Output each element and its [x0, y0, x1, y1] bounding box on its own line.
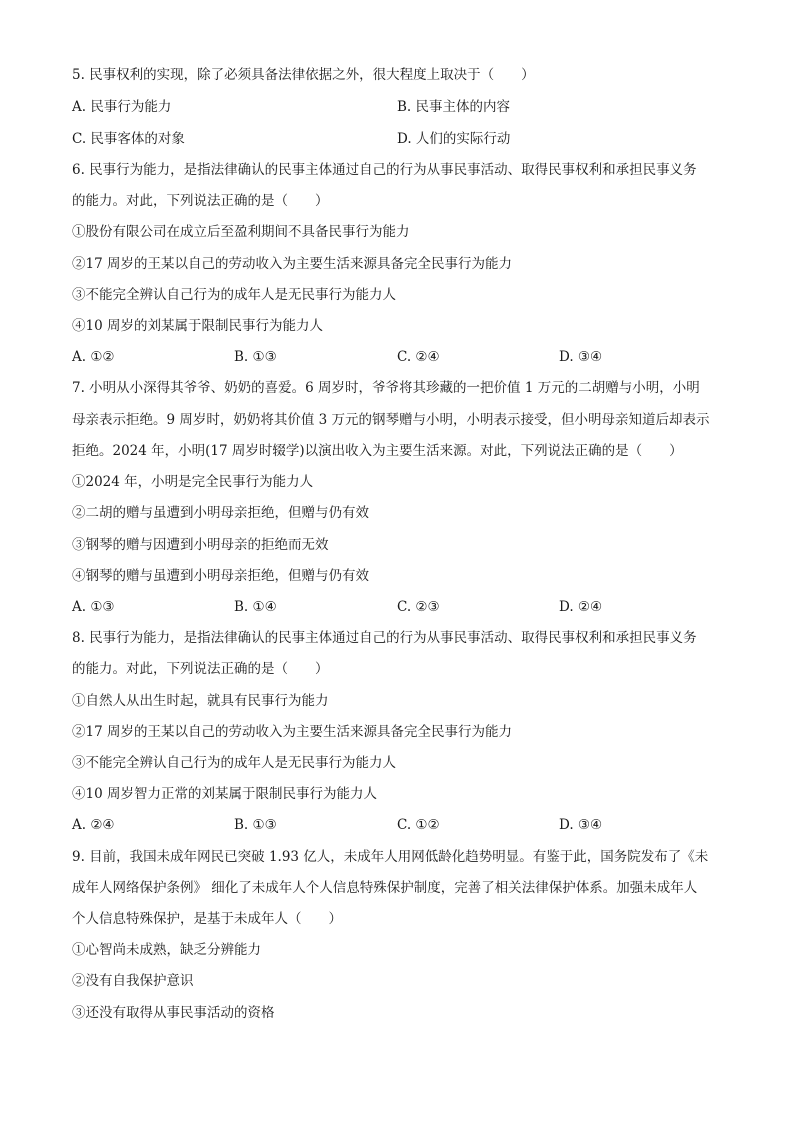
question-6-stem: 6. 民事行为能力，是指法律确认的民事主体通过自己的行为从事民事活动、取得民事权利和承担民事义务 [72, 162, 697, 178]
question-8-statement-1: ①自然人从出生时起，就具有民事行为能力 [72, 693, 329, 709]
question-6-statement-3: ③不能完全辨认自己行为的成年人是无民事行为能力人 [72, 287, 396, 303]
question-7-option-a: A. ①③ [72, 599, 115, 615]
question-9-stem-cont-2: 个人信息特殊保护，是基于未成年人（ ） [72, 911, 342, 927]
question-6-option-b: B. ①③ [234, 349, 277, 365]
question-5-option-c: C. 民事客体的对象 [72, 131, 185, 147]
question-6-option-c: C. ②④ [397, 349, 440, 365]
question-7-stem-cont-2: 拒绝。2024 年，小明(17 周岁时辍学)以演出收入为主要生活来源。对此，下列说法正确的是（ ） [72, 443, 683, 459]
question-7-statement-2: ②二胡的赠与虽遭到小明母亲拒绝，但赠与仍有效 [72, 505, 369, 521]
question-6-statement-2: ②17 周岁的王某以自己的劳动收入为主要生活来源具备完全民事行为能力 [72, 256, 512, 272]
question-8-statement-2: ②17 周岁的王某以自己的劳动收入为主要生活来源具备完全民事行为能力 [72, 724, 512, 740]
question-8-stem-cont: 的能力。对此，下列说法正确的是（ ） [72, 661, 329, 677]
question-8-option-a: A. ②④ [72, 817, 115, 833]
question-9-statement-2: ②没有自我保护意识 [72, 973, 194, 989]
question-5-stem: 5. 民事权利的实现，除了必须具备法律依据之外，很大程度上取决于（ ） [72, 67, 535, 83]
question-5-option-a: A. 民事行为能力 [72, 99, 172, 115]
question-9-stem-cont-1: 成年人网络保护条例》 细化了未成年人个人信息特殊保护制度，完善了相关法律保护体系。加强未成年人 [72, 880, 698, 896]
question-7-stem-cont-1: 母亲表示拒绝。9 周岁时，奶奶将其价值 3 万元的钢琴赠与小明，小明表示接受，但小明母亲知道后却表示 [72, 412, 710, 428]
question-9-stem: 9. 目前，我国未成年网民已突破 1.93 亿人，未成年人用网低龄化趋势明显。有鉴于此，国务院发布了《未 [72, 849, 709, 865]
question-6-stem-cont: 的能力。对此，下列说法正确的是（ ） [72, 193, 329, 209]
question-6-option-a: A. ①② [72, 349, 115, 365]
question-7-option-c: C. ②③ [397, 599, 440, 615]
question-9-statement-1: ①心智尚未成熟，缺乏分辨能力 [72, 942, 261, 958]
question-8-option-c: C. ①② [397, 817, 440, 833]
question-7-option-d: D. ②④ [559, 599, 603, 615]
question-6-option-d: D. ③④ [559, 349, 603, 365]
question-6-statement-4: ④10 周岁的刘某属于限制民事行为能力人 [72, 318, 323, 334]
question-8-option-d: D. ③④ [559, 817, 603, 833]
question-8-option-b: B. ①③ [234, 817, 277, 833]
question-5-option-b: B. 民事主体的内容 [397, 99, 511, 115]
question-9-statement-3: ③还没有取得从事民事活动的资格 [72, 1005, 275, 1021]
question-7-statement-3: ③钢琴的赠与因遭到小明母亲的拒绝而无效 [72, 537, 329, 553]
question-5-option-d: D. 人们的实际行动 [397, 131, 511, 147]
question-7-statement-4: ④钢琴的赠与虽遭到小明母亲拒绝，但赠与仍有效 [72, 568, 369, 584]
question-7-option-b: B. ①④ [234, 599, 277, 615]
question-8-stem: 8. 民事行为能力，是指法律确认的民事主体通过自己的行为从事民事活动、取得民事权利和承担民事义务 [72, 630, 697, 646]
question-7-statement-1: ①2024 年，小明是完全民事行为能力人 [72, 474, 314, 490]
question-7-stem: 7. 小明从小深得其爷爷、奶奶的喜爱。6 周岁时，爷爷将其珍藏的一把价值 1 万元的二胡赠与小明，小明 [72, 380, 700, 396]
question-8-statement-3: ③不能完全辨认自己行为的成年人是无民事行为能力人 [72, 755, 396, 771]
question-8-statement-4: ④10 周岁智力正常的刘某属于限制民事行为能力人 [72, 786, 377, 802]
question-6-statement-1: ①股份有限公司在成立后至盈利期间不具备民事行为能力 [72, 224, 410, 240]
